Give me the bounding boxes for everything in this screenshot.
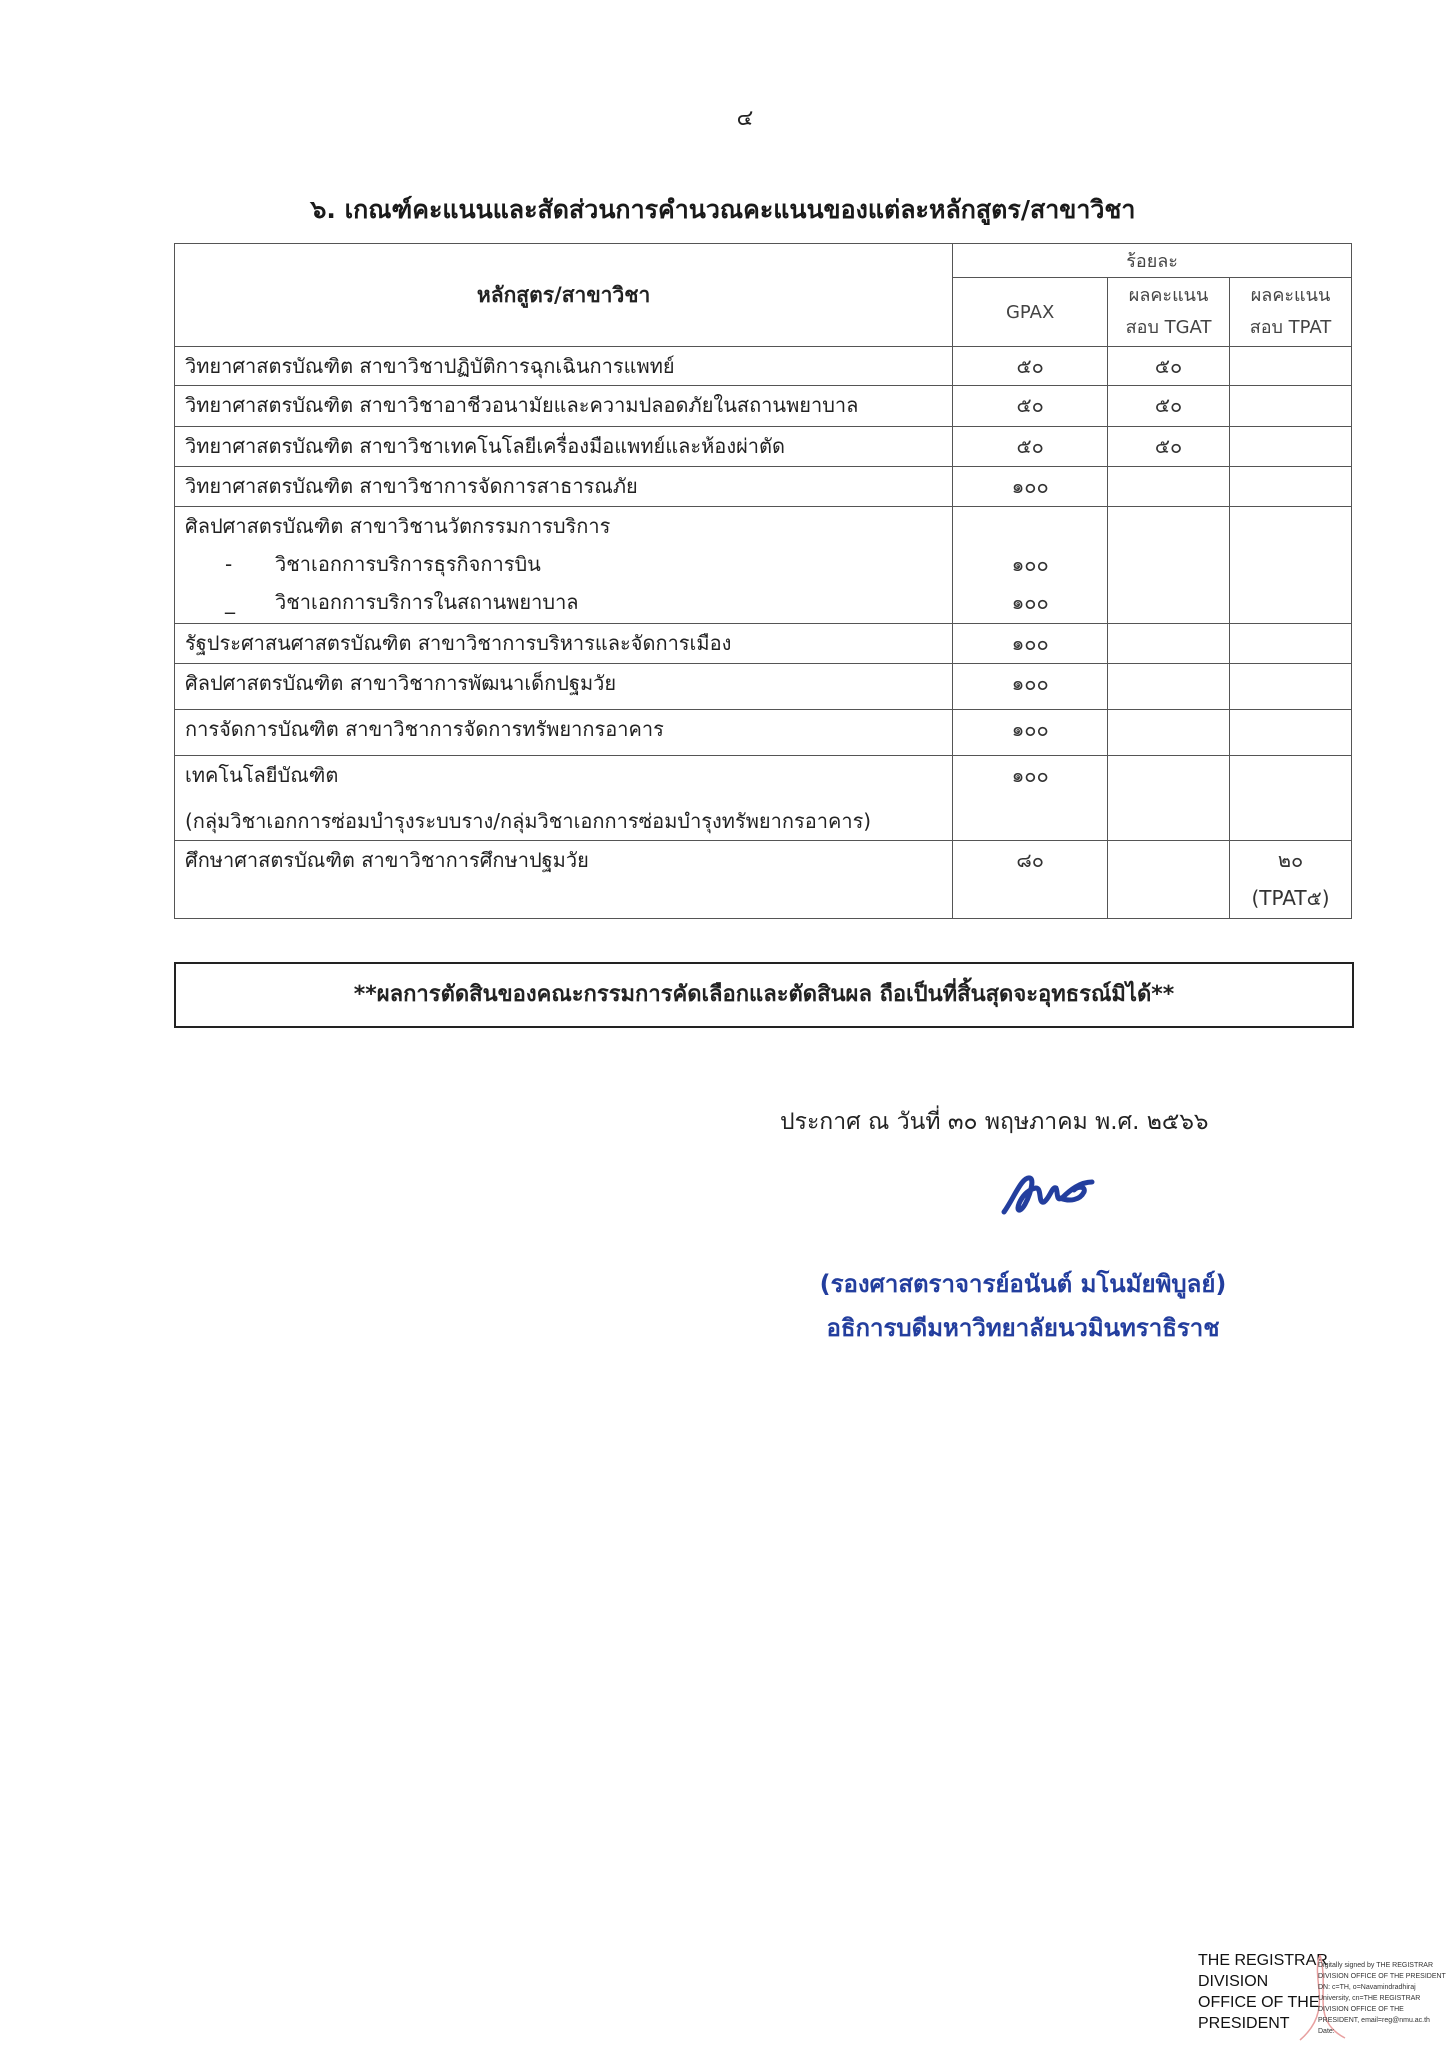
gpax-value: ๑๐๐ (1011, 552, 1049, 576)
gpax-value: ๑๐๐ (1011, 474, 1049, 498)
program-name: วิทยาศาสตรบัณฑิต สาขาวิชาอาชีวอนามัยและความปลอดภัยในสถานพยาบาล (185, 393, 859, 417)
gpax-value: ๑๐๐ (1011, 590, 1049, 614)
table-row (175, 756, 1352, 841)
gpax-value: ๕๐ (1016, 354, 1044, 378)
program-name: ศึกษาศาสตรบัณฑิต สาขาวิชาการศึกษาปฐมวัย (185, 848, 589, 872)
header-percent: ร้อยละ (953, 244, 1352, 278)
major-item: _ วิชาเอกการบริการในสถานพยาบาล (225, 590, 579, 614)
program-note: (กลุ่มวิชาเอกการซ่อมบำรุงระบบราง/กลุ่มวิชาเอกการซ่อมบำรุงทรัพยากรอาคาร) (185, 809, 872, 833)
header-gpax: GPAX (953, 278, 1108, 347)
page-number: ๔ (736, 106, 754, 131)
gpax-value: ๘๐ (1016, 848, 1044, 872)
gpax-value: ๑๐๐ (1011, 671, 1049, 695)
table-row (175, 386, 1352, 427)
signer-position: อธิการบดีมหาวิทยาลัยนวมินทราธิราช (826, 1314, 1220, 1342)
gpax-value: ๑๐๐ (1011, 631, 1049, 655)
tgat-value: ๕๐ (1154, 393, 1183, 417)
handwritten-signature (1000, 1168, 1100, 1222)
gpax-value: ๑๐๐ (1011, 717, 1049, 741)
program-name: เทคโนโลยีบัณฑิต (185, 763, 339, 787)
gpax-value: ๑๐๐ (1011, 763, 1049, 787)
header-tpat: ผลคะแนน สอบ TPAT (1230, 278, 1352, 347)
table-row (175, 710, 1352, 756)
digital-signature-stamp: THE REGISTRAR DIVISION OFFICE OF THE PRESIDENT (1198, 1952, 1328, 2032)
table-row (175, 841, 1352, 919)
program-name: วิทยาศาสตรบัณฑิต สาขาวิชาปฏิบัติการฉุกเฉินการแพทย์ (185, 354, 675, 378)
announcement-date: ประกาศ ณ วันที่ ๓๐ พฤษภาคม พ.ศ. ๒๕๖๖ (780, 1109, 1209, 1135)
table-row (175, 427, 1352, 467)
table-row (175, 507, 1352, 624)
tgat-value: ๕๐ (1154, 434, 1183, 458)
digital-signature-details: Digitally signed by THE REGISTRAR DIVISION OFFICE OF THE PRESIDENT DN: c=TH, o=Navamindradhiraj University, cn=THE REGISTRAR DIVISION OFFICE OF THE PRESIDENT, email=reg@nmu.ac.th Date: (1318, 1962, 1446, 2035)
tgat-value: ๕๐ (1154, 354, 1183, 378)
signer-name: (รองศาสตราจารย์อนันต์ มโนมัยพิบูลย์) (819, 1270, 1227, 1298)
tpat-note: (TPAT๕) (1251, 886, 1330, 910)
header-tgat: ผลคะแนน สอบ TGAT (1108, 278, 1230, 347)
program-name: วิทยาศาสตรบัณฑิต สาขาวิชาการจัดการสาธารณภัย (185, 474, 638, 498)
gpax-value: ๕๐ (1016, 434, 1044, 458)
section-title: ๖. เกณฑ์คะแนนและสัดส่วนการคำนวณคะแนนของแต่ละหลักสูตร/สาขาวิชา (310, 195, 1136, 224)
table-row (175, 347, 1352, 386)
tpat-value: ๒๐ (1277, 848, 1304, 872)
score-criteria-table (174, 243, 1352, 919)
program-name: วิทยาศาสตรบัณฑิต สาขาวิชาเทคโนโลยีเครื่องมือแพทย์และห้องผ่าตัด (185, 434, 786, 458)
program-name: ศิลปศาสตรบัณฑิต สาขาวิชานวัตกรรมการบริการ (185, 514, 611, 538)
gpax-value: ๕๐ (1016, 393, 1044, 417)
header-program: หลักสูตร/สาขาวิชา (175, 244, 953, 347)
major-item: - วิชาเอกการบริการธุรกิจการบิน (225, 552, 541, 576)
program-name: ศิลปศาสตรบัณฑิต สาขาวิชาการพัฒนาเด็กปฐมวัย (185, 671, 617, 695)
table-row (175, 624, 1352, 664)
notice-box: **ผลการตัดสินของคณะกรรมการคัดเลือกและตัดสินผล ถือเป็นที่สิ้นสุดจะอุทธรณ์มิได้** (174, 962, 1354, 1028)
program-name: รัฐประศาสนศาสตรบัณฑิต สาขาวิชาการบริหารและจัดการเมือง (185, 631, 732, 655)
table-row (175, 467, 1352, 507)
program-name: การจัดการบัณฑิต สาขาวิชาการจัดการทรัพยากรอาคาร (185, 717, 664, 741)
table-row (175, 664, 1352, 710)
